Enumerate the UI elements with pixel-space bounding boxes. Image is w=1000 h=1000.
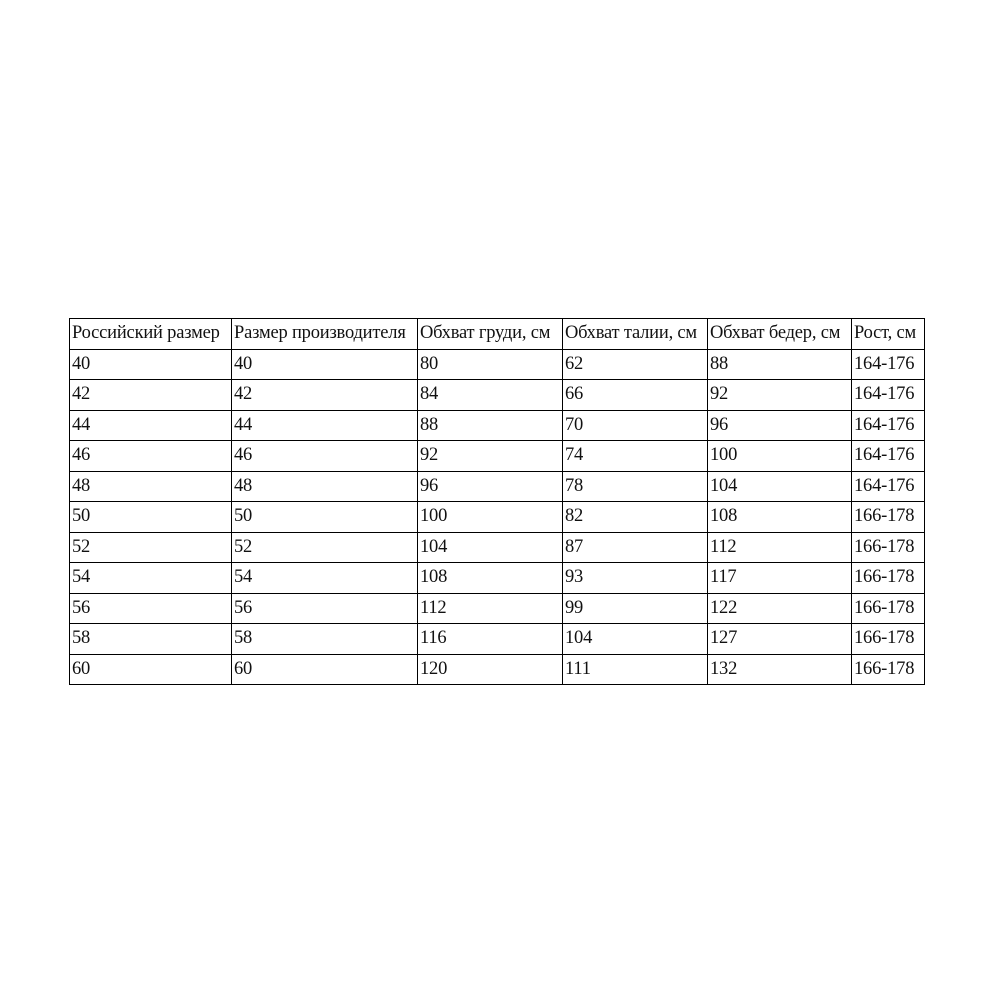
cell-chest-girth: 84 [418,380,563,411]
cell-russian-size: 48 [70,471,232,502]
cell-waist-girth: 78 [563,471,708,502]
table-row [70,502,925,533]
cell-height: 164-176 [852,380,925,411]
cell-waist-girth: 70 [563,410,708,441]
cell-manufacturer-size: 40 [232,349,418,380]
cell-chest-girth: 108 [418,563,563,594]
cell-russian-size: 50 [70,502,232,533]
cell-chest-girth: 96 [418,471,563,502]
cell-waist-girth: 66 [563,380,708,411]
cell-manufacturer-size: 52 [232,532,418,563]
table-row [70,471,925,502]
cell-hip-girth: 88 [708,349,852,380]
table-row [70,593,925,624]
cell-chest-girth: 100 [418,502,563,533]
cell-hip-girth: 132 [708,654,852,685]
cell-hip-girth: 104 [708,471,852,502]
cell-manufacturer-size: 42 [232,380,418,411]
cell-height: 166-178 [852,563,925,594]
cell-russian-size: 40 [70,349,232,380]
header-waist-girth: Обхват талии, см [563,319,708,350]
cell-height: 166-178 [852,502,925,533]
table-row [70,532,925,563]
cell-hip-girth: 112 [708,532,852,563]
size-chart-table [69,318,925,685]
cell-waist-girth: 82 [563,502,708,533]
cell-manufacturer-size: 44 [232,410,418,441]
cell-hip-girth: 100 [708,441,852,472]
cell-russian-size: 56 [70,593,232,624]
cell-height: 164-176 [852,410,925,441]
cell-height: 164-176 [852,471,925,502]
cell-height: 166-178 [852,654,925,685]
cell-russian-size: 44 [70,410,232,441]
cell-waist-girth: 111 [563,654,708,685]
cell-chest-girth: 104 [418,532,563,563]
cell-russian-size: 60 [70,654,232,685]
table-row [70,410,925,441]
cell-hip-girth: 127 [708,624,852,655]
table-row [70,624,925,655]
cell-russian-size: 54 [70,563,232,594]
table-row [70,441,925,472]
table-header-row [70,319,925,350]
table-row [70,349,925,380]
table-row [70,380,925,411]
cell-chest-girth: 88 [418,410,563,441]
cell-hip-girth: 92 [708,380,852,411]
cell-height: 166-178 [852,593,925,624]
cell-waist-girth: 87 [563,532,708,563]
header-manufacturer-size: Размер производителя [232,319,418,350]
table-row [70,563,925,594]
cell-russian-size: 42 [70,380,232,411]
cell-chest-girth: 116 [418,624,563,655]
cell-chest-girth: 120 [418,654,563,685]
cell-chest-girth: 80 [418,349,563,380]
cell-waist-girth: 99 [563,593,708,624]
cell-manufacturer-size: 50 [232,502,418,533]
cell-height: 166-178 [852,624,925,655]
cell-height: 166-178 [852,532,925,563]
cell-height: 164-176 [852,441,925,472]
cell-manufacturer-size: 56 [232,593,418,624]
cell-hip-girth: 108 [708,502,852,533]
table-body [70,349,925,685]
cell-manufacturer-size: 60 [232,654,418,685]
cell-russian-size: 58 [70,624,232,655]
header-hip-girth: Обхват бедер, см [708,319,852,350]
cell-manufacturer-size: 54 [232,563,418,594]
cell-chest-girth: 112 [418,593,563,624]
header-chest-girth: Обхват груди, см [418,319,563,350]
cell-chest-girth: 92 [418,441,563,472]
cell-manufacturer-size: 58 [232,624,418,655]
header-height: Рост, см [852,319,925,350]
cell-waist-girth: 93 [563,563,708,594]
table-row [70,654,925,685]
cell-russian-size: 46 [70,441,232,472]
header-russian-size: Российский размер [70,319,232,350]
cell-waist-girth: 62 [563,349,708,380]
cell-hip-girth: 122 [708,593,852,624]
cell-height: 164-176 [852,349,925,380]
cell-waist-girth: 74 [563,441,708,472]
cell-manufacturer-size: 48 [232,471,418,502]
cell-waist-girth: 104 [563,624,708,655]
cell-russian-size: 52 [70,532,232,563]
cell-manufacturer-size: 46 [232,441,418,472]
cell-hip-girth: 117 [708,563,852,594]
cell-hip-girth: 96 [708,410,852,441]
